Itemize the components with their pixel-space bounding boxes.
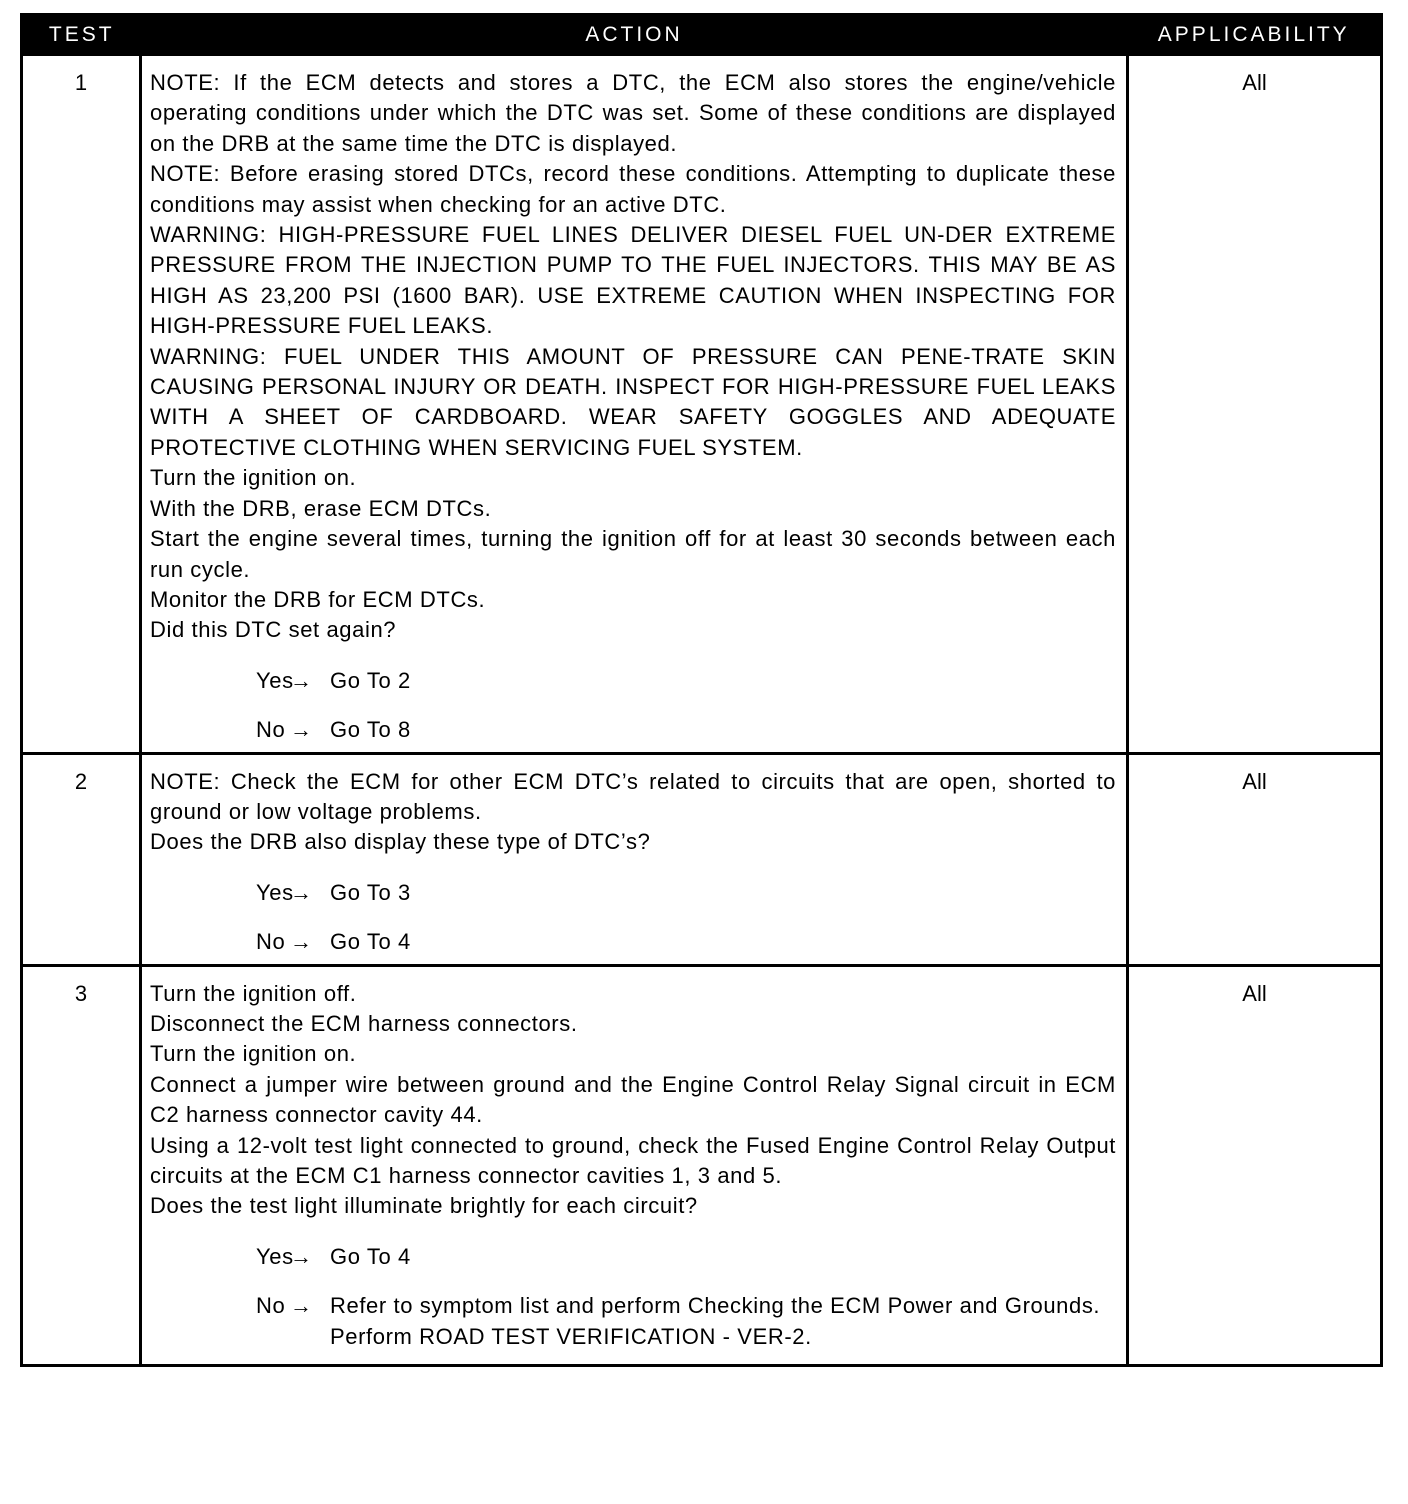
branch-label: Yes (256, 879, 294, 905)
action-paragraph: WARNING: FUEL UNDER THIS AMOUNT OF PRESSURE CAN PENE-TRATE SKIN CAUSING PERSONAL INJURY OR DEATH. INSPECT FOR HIGH-PRESSURE FUEL LEAKS WITH A SHEET OF CARDBOARD. WEAR SAFETY GOGGLES AND ADEQUATE PROTECTIVE CLOTHING WHEN SERVICING FUEL SYSTEM. (150, 343, 1116, 460)
branch-label: No (256, 1293, 286, 1319)
action-paragraph: With the DRB, erase ECM DTCs. (150, 495, 492, 521)
header-test: TEST (22, 15, 141, 55)
right-arrow-icon: → (290, 717, 313, 743)
branch-result-line: Go To 2 (330, 667, 411, 693)
branch-no (150, 715, 1116, 745)
diagnostic-test-table (20, 13, 1383, 1367)
applicability: All (1128, 753, 1382, 965)
branch-result (330, 715, 1116, 745)
branch-result-line: Go To 3 (330, 879, 411, 905)
header-applicability: APPLICABILITY (1128, 15, 1382, 55)
right-arrow-icon: → (290, 1293, 313, 1319)
branch-label: No (256, 929, 286, 955)
table-row (22, 55, 1382, 754)
branch-result-line: Go To 4 (330, 929, 411, 955)
test-action (141, 753, 1128, 965)
action-paragraph: NOTE: Before erasing stored DTCs, record these conditions. Attempting to duplicate these conditions may assist when checking for an active DTC. (150, 161, 1116, 217)
branch-no (150, 1291, 1116, 1352)
test-number: 3 (22, 965, 141, 1365)
branch-result (330, 878, 1116, 908)
action-paragraph: Connect a jumper wire between ground and the Engine Control Relay Signal circuit in ECM C2 harness connector cavity 44. (150, 1071, 1116, 1128)
applicability: All (1128, 965, 1382, 1365)
branch-result-line: Go To 8 (330, 717, 411, 743)
test-number: 1 (22, 55, 141, 754)
branch-label: Yes (256, 1243, 294, 1269)
right-arrow-icon: → (290, 667, 313, 693)
right-arrow-icon: → (290, 929, 313, 955)
branch-result-line: Go To 4 (330, 1243, 411, 1269)
test-number: 2 (22, 753, 141, 965)
action-paragraph: Does the DRB also display these type of DTC’s? (150, 829, 651, 855)
branch-label: Yes (256, 667, 294, 693)
test-action (141, 55, 1128, 754)
diagnostic-procedure-page (20, 13, 1380, 1367)
header-action: ACTION (141, 15, 1128, 55)
action-paragraph: Turn the ignition on. (150, 465, 357, 491)
branch-yes (150, 1242, 1116, 1272)
branch-result (330, 1242, 1116, 1272)
right-arrow-icon: → (290, 1243, 313, 1269)
branch-result (330, 666, 1116, 696)
branch-result-line: Refer to symptom list and perform Checking the ECM Power and Grounds. (330, 1293, 1101, 1319)
applicability: All (1128, 55, 1382, 754)
table-row (22, 753, 1382, 965)
branch-yes (150, 878, 1116, 908)
action-paragraph: Using a 12-volt test light connected to ground, check the Fused Engine Control Relay Output circuits at the ECM C1 harness connector cavities 1, 3 and 5. (150, 1132, 1116, 1188)
action-paragraph: Does the test light illuminate brightly for each circuit? (150, 1193, 698, 1219)
right-arrow-icon: → (290, 879, 313, 905)
action-paragraph: NOTE: Check the ECM for other ECM DTC’s related to circuits that are open, shorted to ground or low voltage problems. (150, 768, 1116, 824)
branch-no (150, 927, 1116, 957)
action-paragraph: Monitor the DRB for ECM DTCs. (150, 586, 486, 612)
branch-result (330, 1291, 1116, 1352)
action-paragraph: WARNING: HIGH-PRESSURE FUEL LINES DELIVER DIESEL FUEL UN-DER EXTREME PRESSURE FROM THE INJECTION PUMP TO THE FUEL INJECTORS. THIS MAY BE AS HIGH AS 23,200 PSI (1600 BAR). USE EXTREME CAUTION WHEN INSPECTING FOR HIGH-PRESSURE FUEL LEAKS. (150, 222, 1116, 339)
table-header (22, 15, 1382, 55)
action-paragraph: Disconnect the ECM harness connectors. (150, 1010, 578, 1036)
action-paragraph: Start the engine several times, turning the ignition off for at least 30 seconds between each run cycle. (150, 526, 1116, 582)
test-action (141, 965, 1128, 1365)
branch-result-line: Perform ROAD TEST VERIFICATION - VER-2. (330, 1323, 812, 1349)
action-paragraph: NOTE: If the ECM detects and stores a DTC, the ECM also stores the engine/vehicle operating conditions under which the DTC was set. Some of these conditions are displayed on the DRB at the same time the DTC is displayed. (150, 70, 1116, 156)
action-paragraph: Did this DTC set again? (150, 617, 397, 643)
branch-yes (150, 666, 1116, 696)
branch-label: No (256, 717, 286, 743)
table-row (22, 965, 1382, 1365)
action-paragraph: Turn the ignition on. (150, 1041, 357, 1067)
branch-result (330, 927, 1116, 957)
table-body (22, 55, 1382, 1366)
action-paragraph: Turn the ignition off. (150, 980, 357, 1006)
